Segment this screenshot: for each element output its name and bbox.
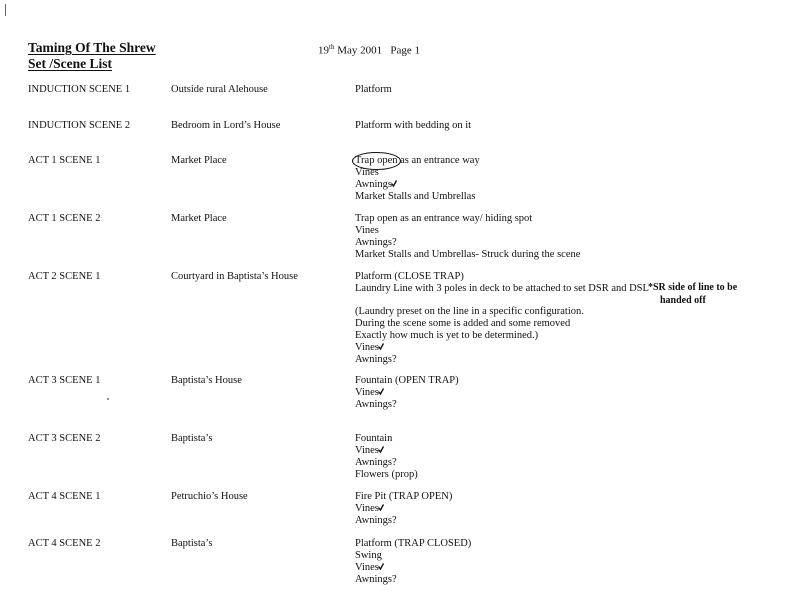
set-item: Fountain xyxy=(355,433,393,444)
side-note-line: *SR side of line to be xyxy=(648,282,738,293)
side-note-line: handed off xyxy=(660,295,706,306)
set-item: (Laundry preset on the line in a specific configuration. xyxy=(355,306,584,317)
set-item: Platform (TRAP CLOSED) xyxy=(355,538,472,549)
set-item: Awnings xyxy=(355,179,392,190)
scan-speck xyxy=(107,398,109,400)
set-item: Platform with bedding on it xyxy=(355,120,472,131)
act-label: ACT 1 SCENE 2 xyxy=(28,213,101,224)
set-item: Awnings? xyxy=(355,399,397,410)
set-item: Exactly how much is yet to be determined.) xyxy=(355,330,539,341)
doc-title: Taming Of The Shrew xyxy=(28,40,156,55)
location: Baptista’s xyxy=(171,538,213,549)
doc-subtitle: Set /Scene List xyxy=(28,56,112,71)
location: Baptista’s House xyxy=(171,375,242,386)
set-item: Vines xyxy=(355,503,379,514)
set-item: Platform xyxy=(355,84,392,95)
act-label: INDUCTION SCENE 2 xyxy=(28,120,131,131)
set-item: Platform (CLOSE TRAP) xyxy=(355,271,464,282)
page-number: Page 1 xyxy=(390,44,421,57)
check-mark-icon xyxy=(378,563,384,570)
check-mark-icon xyxy=(378,388,384,395)
act-label: ACT 3 SCENE 1 xyxy=(28,375,101,386)
set-item: Laundry Line with 3 poles in deck to be attached to set DSR and DSL xyxy=(355,283,649,294)
scan-edge-mark xyxy=(5,4,6,16)
set-item: During the scene some is added and some removed xyxy=(355,318,571,329)
check-mark-icon xyxy=(378,446,384,453)
act-label: ACT 4 SCENE 1 xyxy=(28,491,101,502)
act-label: INDUCTION SCENE 1 xyxy=(28,84,131,95)
set-item: Vines xyxy=(355,225,379,236)
check-mark-icon xyxy=(378,343,384,350)
set-item: Awnings? xyxy=(355,237,397,248)
act-label: ACT 4 SCENE 2 xyxy=(28,538,101,549)
side-note xyxy=(648,281,737,307)
set-item xyxy=(355,155,480,167)
date-day: 19 xyxy=(318,44,329,57)
set-item-rest: as an entrance way xyxy=(397,155,480,166)
set-item: Market Stalls and Umbrellas- Struck during the scene xyxy=(355,249,581,260)
set-item: Vines xyxy=(355,562,379,573)
set-item: Vines xyxy=(355,342,379,353)
date-rest: May 2001 xyxy=(334,44,383,57)
set-item: Awnings? xyxy=(355,457,397,468)
set-item: Vines xyxy=(355,445,379,456)
location: Bedroom in Lord’s House xyxy=(171,120,281,131)
set-item: Awnings? xyxy=(355,354,397,365)
circled-annotation: Trap open xyxy=(355,155,398,166)
location: Outside rural Alehouse xyxy=(171,84,268,95)
set-item: Fountain (OPEN TRAP) xyxy=(355,375,459,386)
act-label: ACT 3 SCENE 2 xyxy=(28,433,101,444)
set-item: Flowers (prop) xyxy=(355,469,418,480)
check-mark-icon xyxy=(378,504,384,511)
date-page-header xyxy=(318,43,420,57)
act-label: ACT 1 SCENE 1 xyxy=(28,155,101,166)
set-item: Awnings? xyxy=(355,515,397,526)
set-item: Vines xyxy=(355,167,379,178)
act-label: ACT 2 SCENE 1 xyxy=(28,271,101,282)
set-item: Swing xyxy=(355,550,382,561)
check-mark-icon xyxy=(391,180,397,187)
location: Baptista’s xyxy=(171,433,213,444)
location: Courtyard in Baptista’s House xyxy=(171,271,298,282)
location: Market Place xyxy=(171,155,227,166)
set-item: Trap open as an entrance way/ hiding spot xyxy=(355,213,533,224)
set-item: Vines xyxy=(355,387,379,398)
date-suffix: th xyxy=(329,43,335,51)
location: Petruchio’s House xyxy=(171,491,248,502)
set-item: Awnings? xyxy=(355,574,397,585)
set-item: Fire Pit (TRAP OPEN) xyxy=(355,491,453,502)
set-item: Market Stalls and Umbrellas xyxy=(355,191,476,202)
location: Market Place xyxy=(171,213,227,224)
